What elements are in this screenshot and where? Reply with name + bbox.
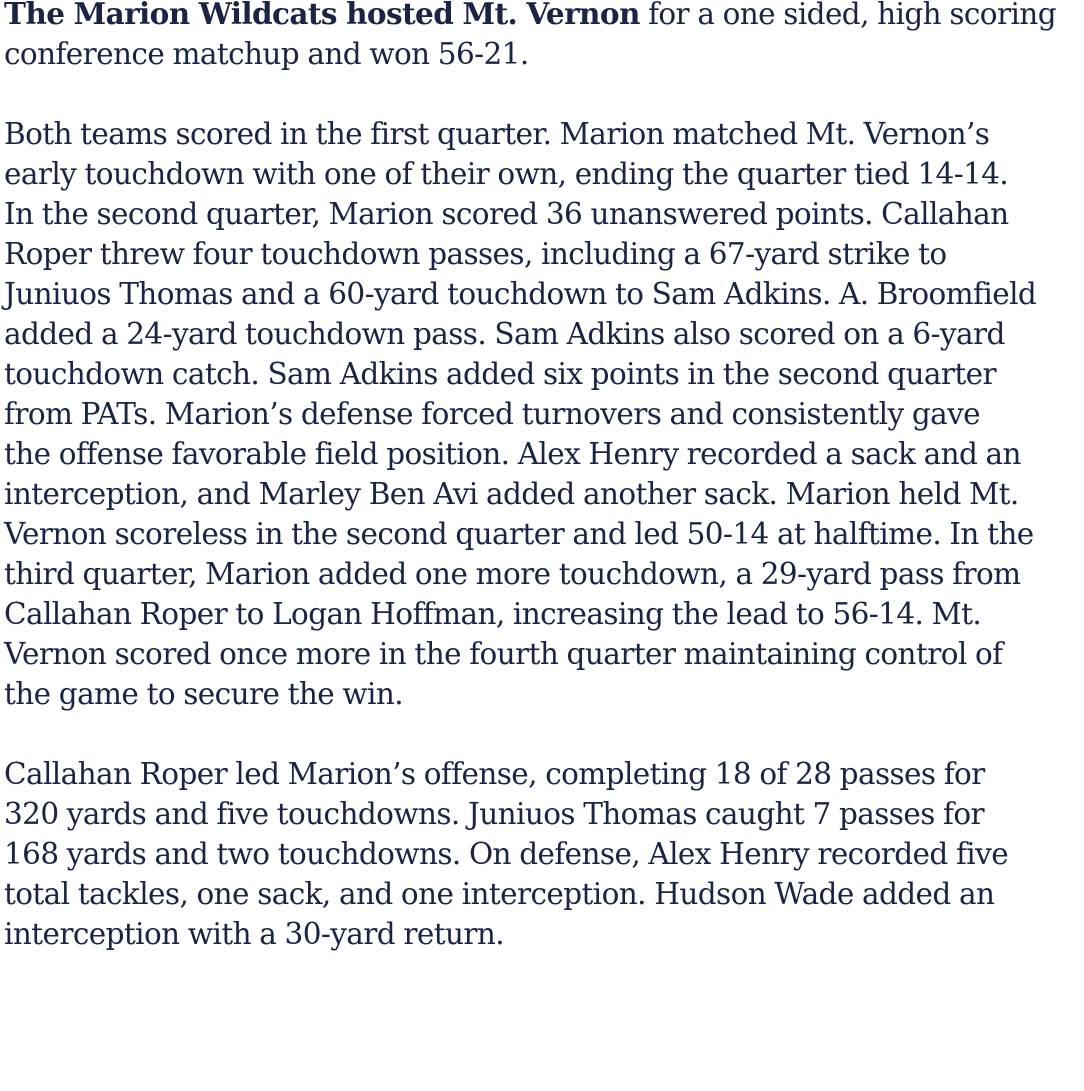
article-line: the offense favorable field position. Alex Henry recorded a sack and an bbox=[4, 437, 1021, 471]
paragraph-player-stats bbox=[4, 754, 1082, 954]
article-line: Vernon scoreless in the second quarter and led 50-14 at halftime. In the bbox=[4, 517, 1034, 551]
article-line: Callahan Roper led Marion’s offense, completing 18 of 28 passes for bbox=[4, 757, 985, 791]
article-line: early touchdown with one of their own, ending the quarter tied 14-14. bbox=[4, 157, 1009, 191]
paragraph-intro bbox=[4, 0, 1082, 74]
article-line: added a 24-yard touchdown pass. Sam Adkins also scored on a 6-yard bbox=[4, 317, 1005, 351]
article-line: interception, and Marley Ben Avi added another sack. Marion held Mt. bbox=[4, 477, 1019, 511]
article-line: touchdown catch. Sam Adkins added six points in the second quarter bbox=[4, 357, 996, 391]
article-line: 168 yards and two touchdowns. On defense, Alex Henry recorded five bbox=[4, 837, 1009, 871]
lead-headline: The Marion Wildcats hosted Mt. Vernon bbox=[4, 0, 640, 31]
article-line: 320 yards and five touchdowns. Juniuos Thomas caught 7 passes for bbox=[4, 797, 984, 831]
article-line: In the second quarter, Marion scored 36 unanswered points. Callahan bbox=[4, 197, 1009, 231]
article-line: Callahan Roper to Logan Hoffman, increasing the lead to 56-14. Mt. bbox=[4, 597, 982, 631]
article-body bbox=[4, 0, 1082, 994]
article-line: Both teams scored in the first quarter. Marion matched Mt. Vernon’s bbox=[4, 117, 990, 151]
article-line: interception with a 30-yard return. bbox=[4, 917, 505, 951]
article-line: total tackles, one sack, and one interception. Hudson Wade added an bbox=[4, 877, 995, 911]
article-line: Roper threw four touchdown passes, including a 67-yard strike to bbox=[4, 237, 947, 271]
article-line bbox=[4, 0, 1082, 34]
article-line: from PATs. Marion’s defense forced turnovers and consistently gave bbox=[4, 397, 981, 431]
article-line: Juniuos Thomas and a 60-yard touchdown to Sam Adkins. A. Broomfield bbox=[4, 277, 1037, 311]
paragraph-game-summary bbox=[4, 114, 1082, 714]
lead-text: for a one sided, high scoring bbox=[639, 0, 1056, 31]
article-line: the game to secure the win. bbox=[4, 677, 404, 711]
article-line: third quarter, Marion added one more touchdown, a 29-yard pass from bbox=[4, 557, 1021, 591]
article-line: conference matchup and won 56-21. bbox=[4, 37, 529, 71]
article-line: Vernon scored once more in the fourth quarter maintaining control of bbox=[4, 637, 1003, 671]
